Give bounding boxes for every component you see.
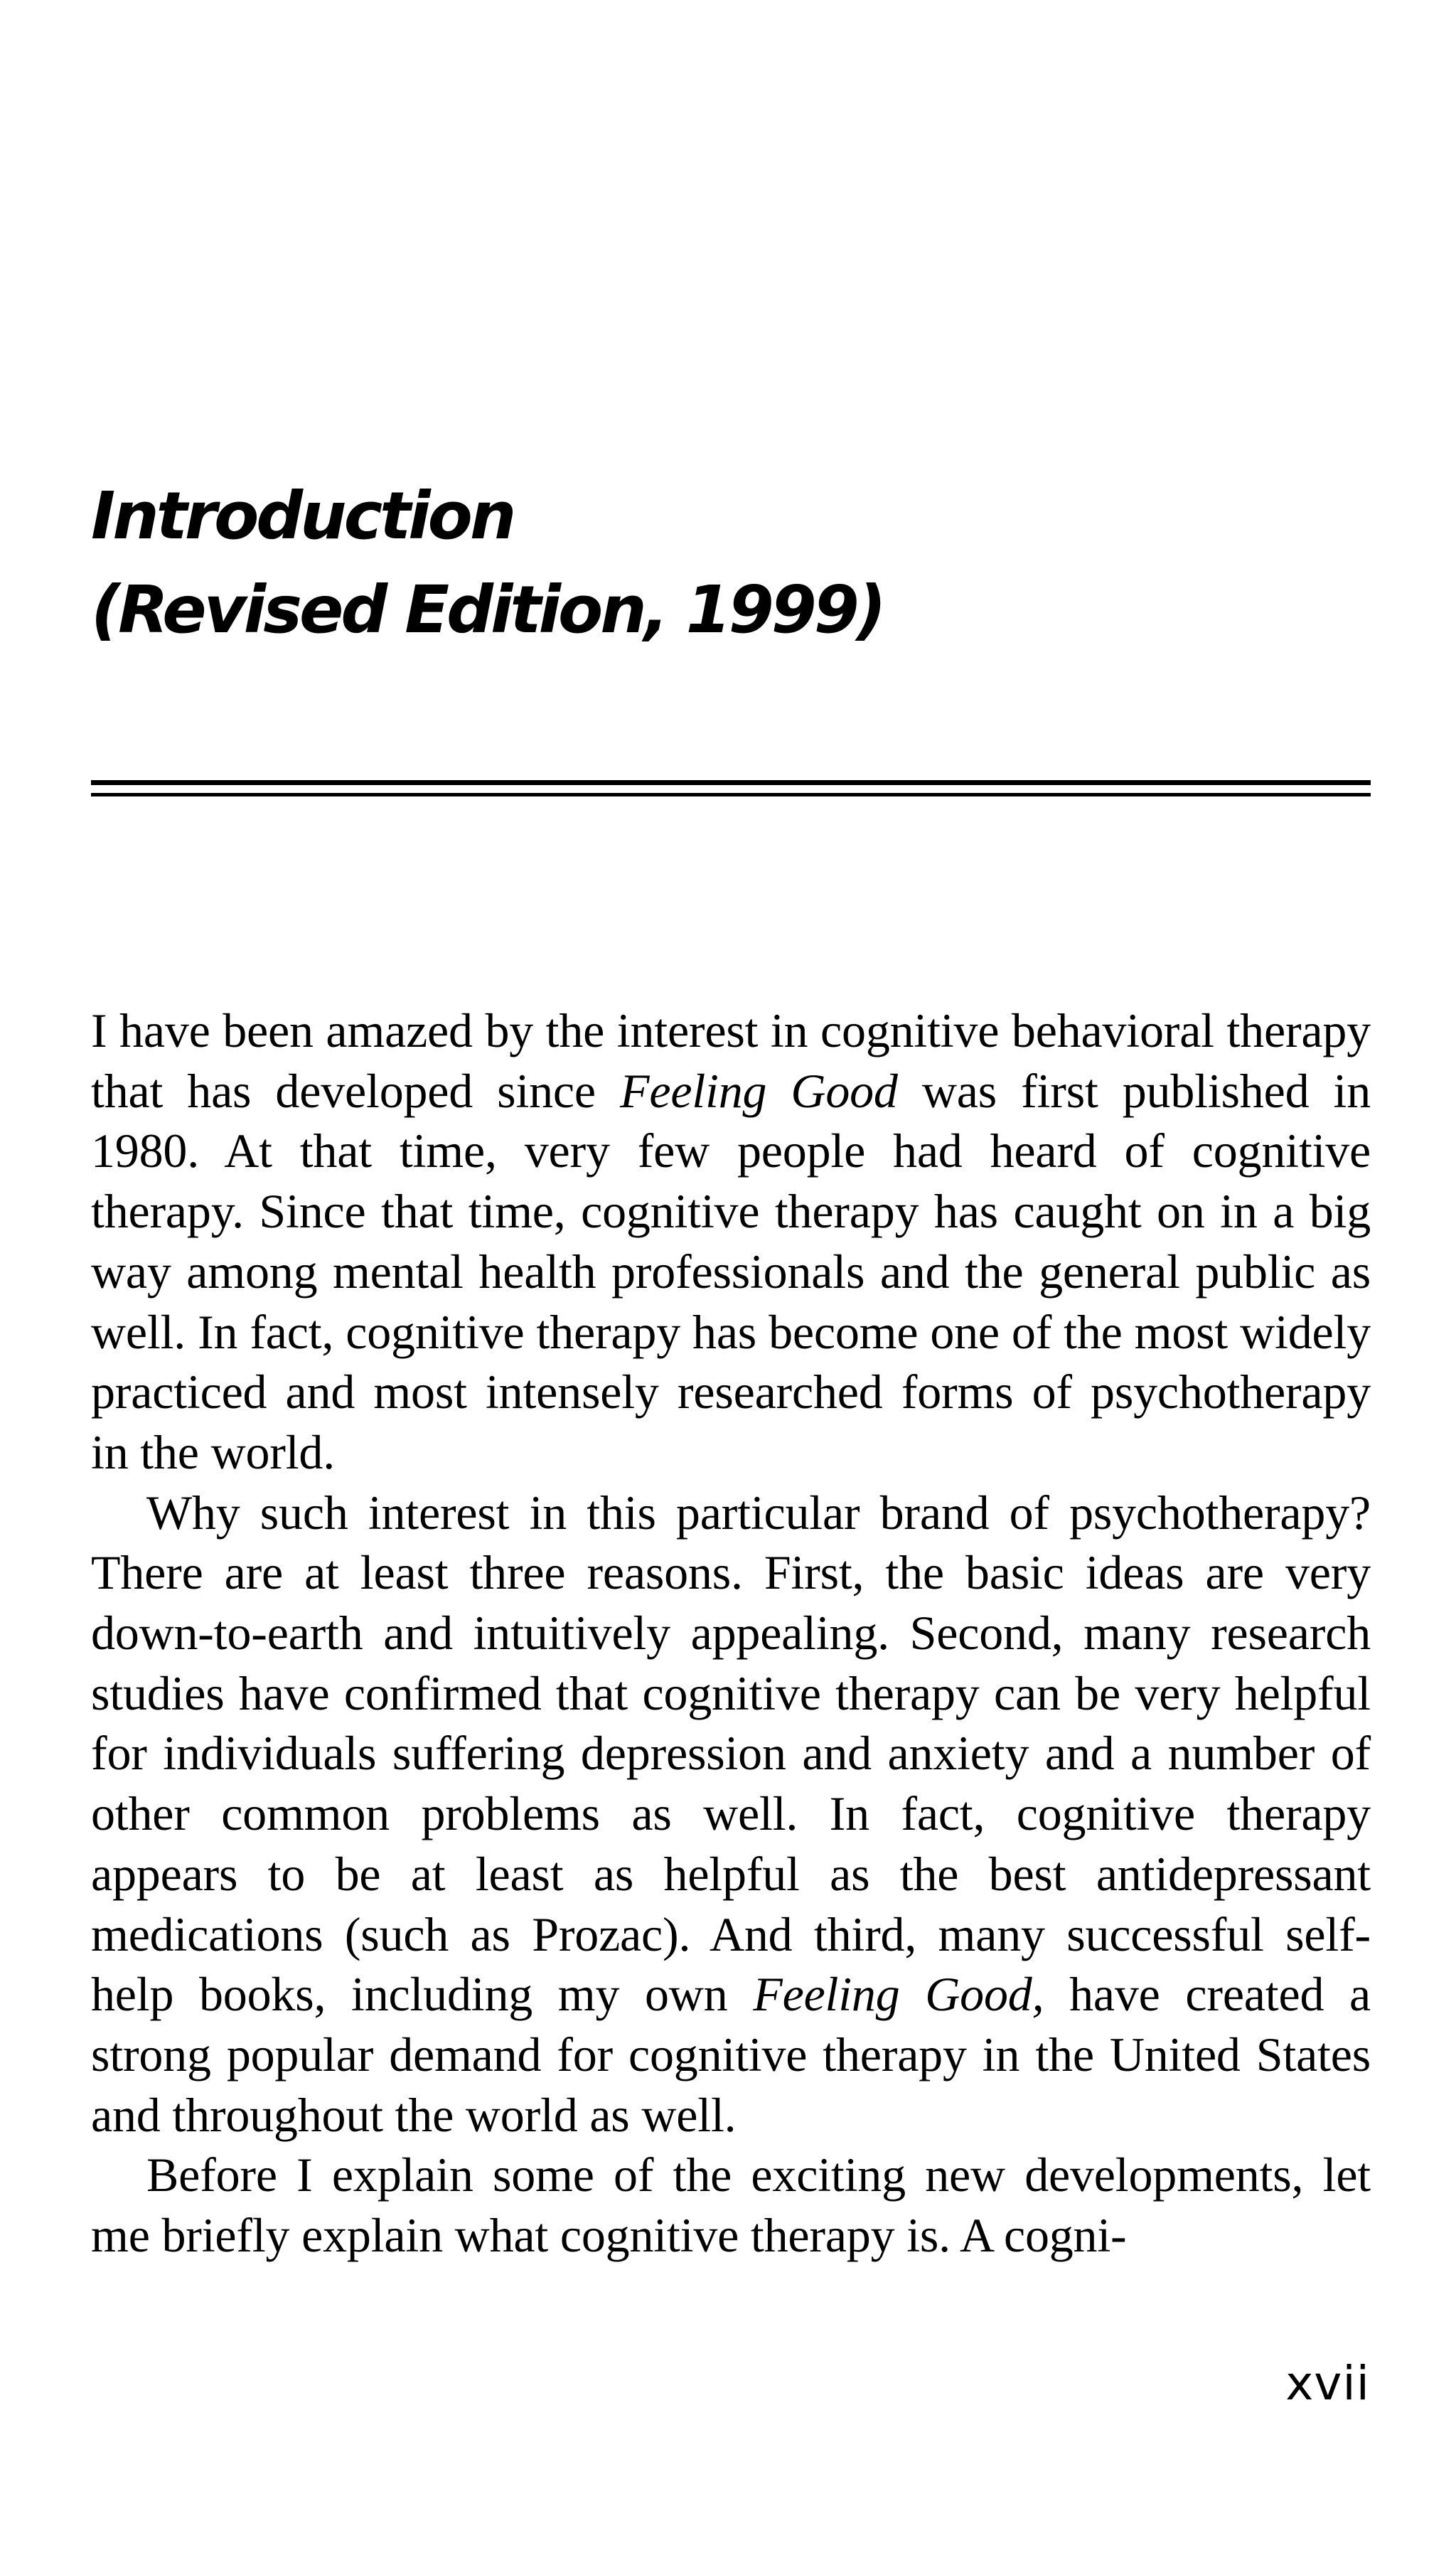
chapter-title-line-1: Introduction bbox=[91, 478, 514, 554]
rule-thin bbox=[91, 793, 1371, 796]
double-rule-divider bbox=[91, 780, 1371, 796]
paragraph-2 bbox=[91, 1483, 1371, 2146]
rule-thick bbox=[91, 780, 1371, 785]
book-title-feeling-good: Feeling Good bbox=[620, 1063, 898, 1118]
paragraph-3-segment-1: Before I explain some of the exciting new developments, let me briefly explain what cognitive therapy is. A cogni- bbox=[91, 2148, 1371, 2263]
paragraph-2-segment-1: Why such interest in this particular brand of psychotherapy? There are at least three reasons. First, the basic ideas are very down-to-earth and intuitively appealing. Second, many research studies have confirmed that cognitive therapy can be very helpful for individuals suffering depression and anxiety and a number of other common problems as well. In fact, cognitive therapy appears to be at least as helpful as the best antidepressant medications (such as Prozac). And third, many successful self-help books, including my own bbox=[91, 1485, 1371, 2022]
page-number: xvii bbox=[1285, 2356, 1370, 2411]
paragraph-1-segment-1: I have been amazed by the interest in cognitive behavioral therapy that has developed since bbox=[91, 1003, 1371, 1118]
paragraph-1-segment-3: was first published in 1980. At that time, very few people had heard of cognitive therapy. Since that time, cognitive therapy has caught on in a big way among mental health professionals and the general public as well. In fact, cognitive therapy has become one of the most widely practiced and most intensely researched forms of psychotherapy in the world. bbox=[91, 1063, 1371, 1479]
paragraph-3 bbox=[91, 2145, 1371, 2265]
chapter-title bbox=[91, 469, 1371, 657]
chapter-title-line-2: (Revised Edition, 1999) bbox=[91, 572, 884, 648]
body-text bbox=[91, 1001, 1371, 2266]
paragraph-1 bbox=[91, 1001, 1371, 1483]
paragraph-2-segment-3: have created a strong popular demand for cognitive therapy in the United States and throughout the world as well. bbox=[91, 1967, 1371, 2142]
book-title-feeling-good-2: Feeling Good, bbox=[753, 1967, 1044, 2022]
